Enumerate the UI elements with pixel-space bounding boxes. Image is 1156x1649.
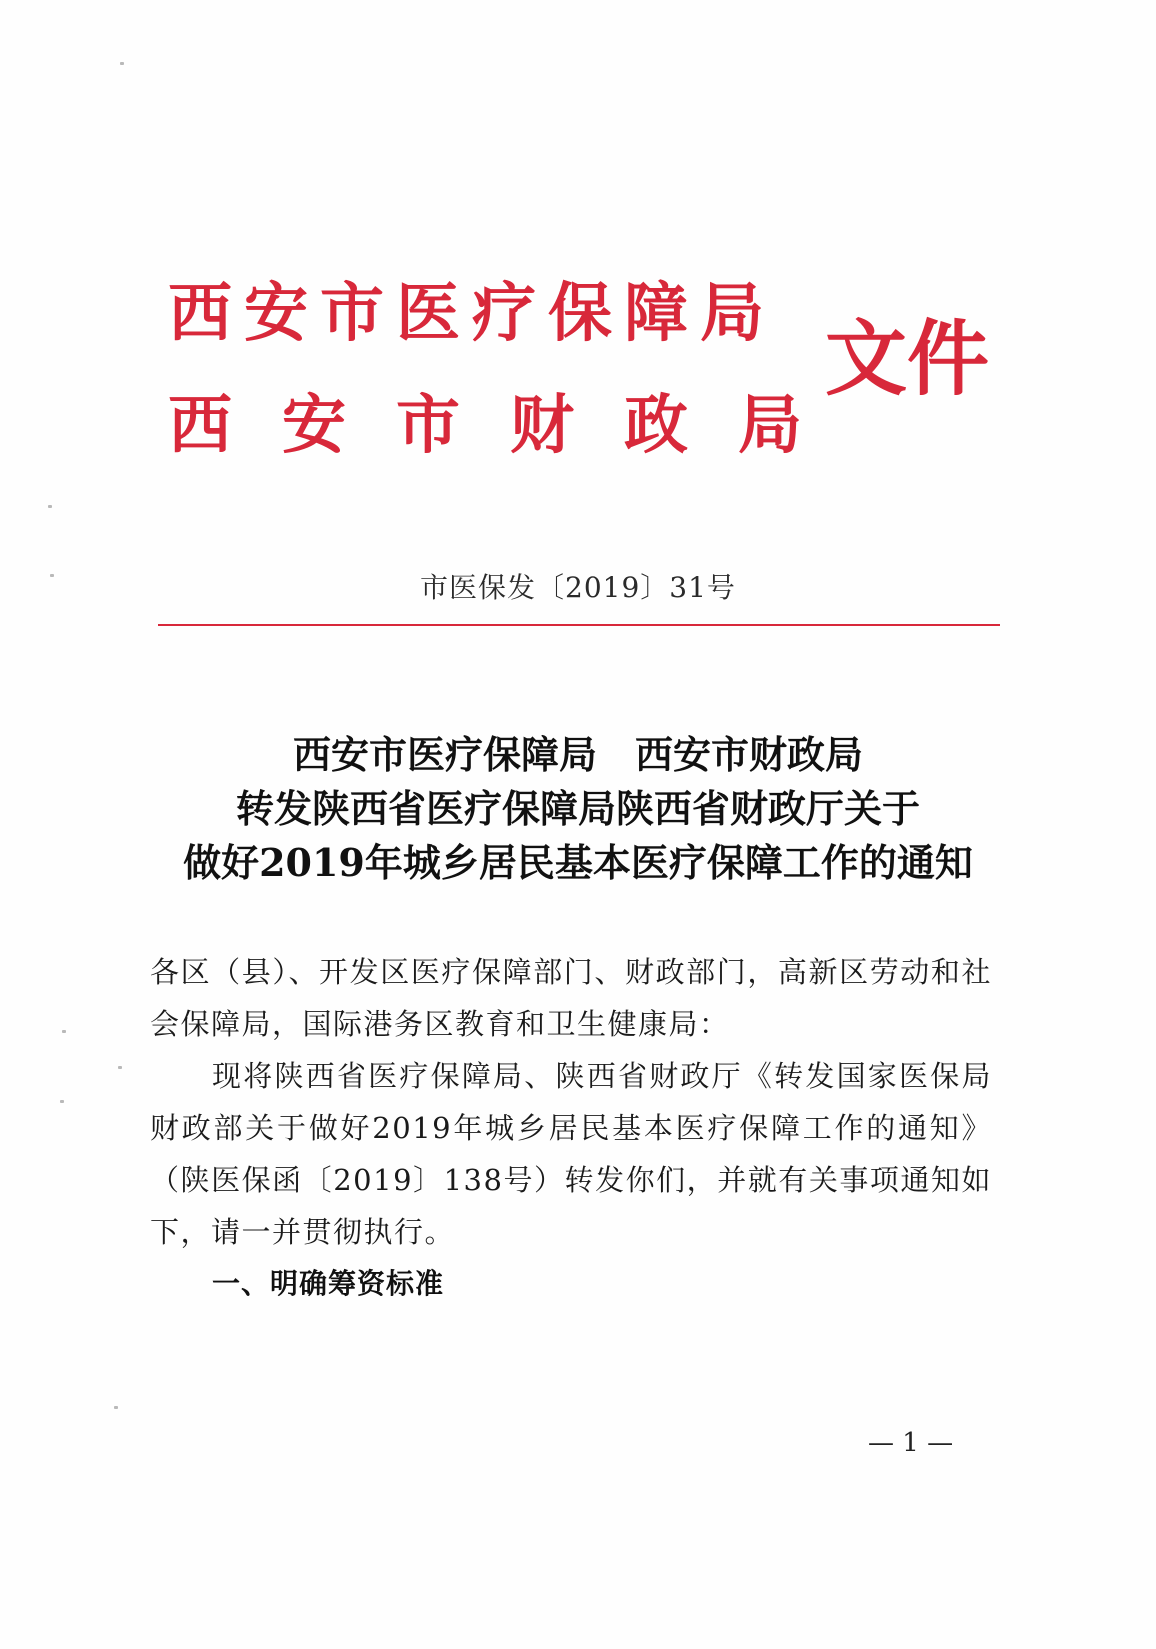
document-number: 市医保发〔2019〕31号 [420,571,736,604]
letterhead-issuers [168,276,852,463]
scan-speck [114,1406,118,1409]
issuer-medical-security-bureau: 西安市医疗保障局 [168,276,776,351]
body-paragraph-1: 现将陕西省医疗保障局、陕西省财政厅《转发国家医保局 财政部关于做好2019年城乡居民基本医疗保障工作的通知》（陕医保函〔2019〕138号）转发你们，并就有关事项通知如下，请一并贯彻执行。 [150,1059,1023,1249]
notice-title [0,728,1156,890]
scan-speck [50,574,54,577]
red-separator-line [158,624,1000,626]
scan-speck [48,505,52,508]
scan-speck [60,1100,64,1103]
notice-body [150,946,1023,1258]
title-line-2: 转发陕西省医疗保障局陕西省财政厅关于 [235,786,920,831]
scan-speck [120,62,124,65]
page-number: — 1 — [868,1428,954,1458]
title-line-3: 做好2019年城乡居民基本医疗保障工作的通知 [183,840,973,885]
scan-speck [118,1066,122,1069]
section-heading-1: 一、明确筹资标准 [212,1267,445,1300]
letterhead-document-label: 文件 [825,311,990,407]
title-line-1: 西安市医疗保障局 西安市财政局 [292,732,863,777]
scan-speck [62,1030,66,1033]
addressee-paragraph: 各区（县）、开发区医疗保障部门、财政部门，高新区劳动和社会保障局，国际港务区教育和卫生健康局： [150,955,992,1041]
issuer-finance-bureau: 西安市财政局 [168,388,852,463]
